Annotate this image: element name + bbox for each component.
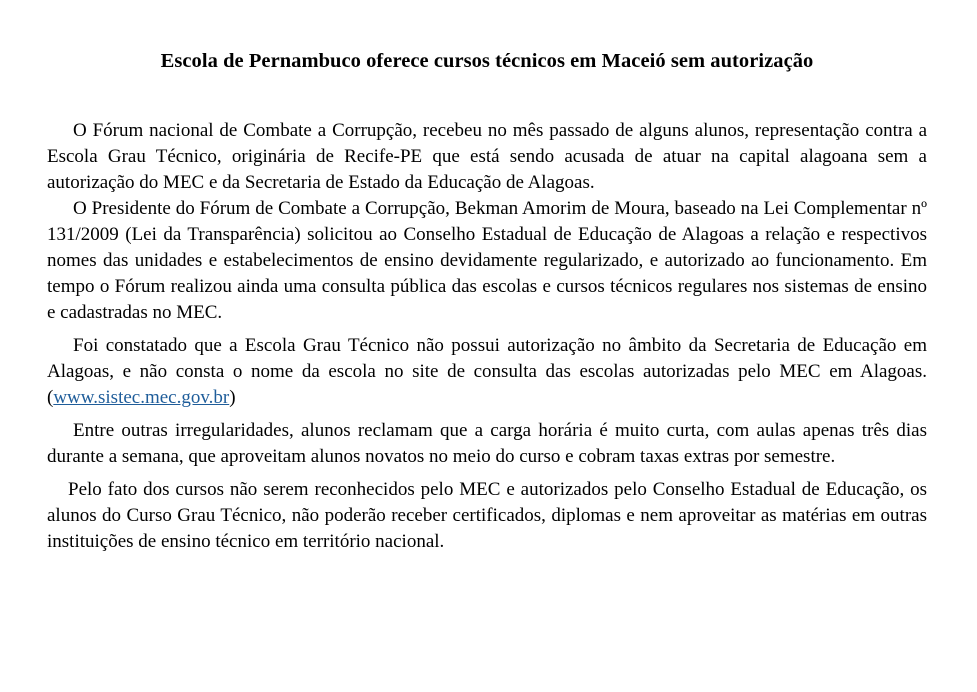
paragraph-5-text: Pelo fato dos cursos não serem reconhecidos pelo MEC e autorizados pelo Conselho Estadual de Educação, os alunos do Curso Grau Técnico, não poderão receber certificados, diplomas e nem aproveitar as matérias em outras instituições de ensino técnico em território nacional. (47, 479, 927, 552)
paragraph-1-text: O Fórum nacional de Combate a Corrupção, recebeu no mês passado de alguns alunos, representação contra a Escola Grau Técnico, originária de Recife-PE que está sendo acusada de atuar na capital alagoana sem a autorização do MEC e da Secretaria de Estado da Educação de Alagoas. (47, 120, 927, 193)
paragraph-2-text: O Presidente do Fórum de Combate a Corrupção, Bekman Amorim de Moura, baseado na Lei Complementar nº 131/2009 (Lei da Transparência) solicitou ao Conselho Estadual de Educação de Alagoas a relação e respectivos nomes das unidades e estabelecimentos de ensino devidamente regularizado, e autorizado ao funcionamento. Em tempo o Fórum realizou ainda uma consulta pública das escolas e cursos técnicos regulares nos sistemas de ensino e cadastradas no MEC. (47, 198, 927, 323)
paragraph-3-closing: ) (229, 387, 236, 408)
paragraph-3-text: Foi constatado que a Escola Grau Técnico não possui autorização no âmbito da Secretaria de Educação em Alagoas, e não consta o nome da escola no site de consulta das escolas autorizadas pelo MEC em Alagoas. ( (47, 335, 927, 408)
paragraph-5 (47, 477, 927, 555)
paragraph-2 (47, 196, 927, 326)
document-body (47, 118, 927, 555)
document-page (47, 44, 927, 562)
paragraph-3 (47, 333, 927, 411)
document-title: Escola de Pernambuco oferece cursos técnicos em Maceió sem autorização (160, 50, 814, 72)
paragraph-1 (47, 118, 927, 196)
paragraph-4 (47, 418, 927, 470)
sistec-link[interactable]: www.sistec.mec.gov.br (53, 387, 230, 408)
paragraph-4-text: Entre outras irregularidades, alunos reclamam que a carga horária é muito curta, com aulas apenas três dias durante a semana, que aproveitam alunos novatos no meio do curso e cobram taxas extras por semestre. (47, 420, 927, 467)
